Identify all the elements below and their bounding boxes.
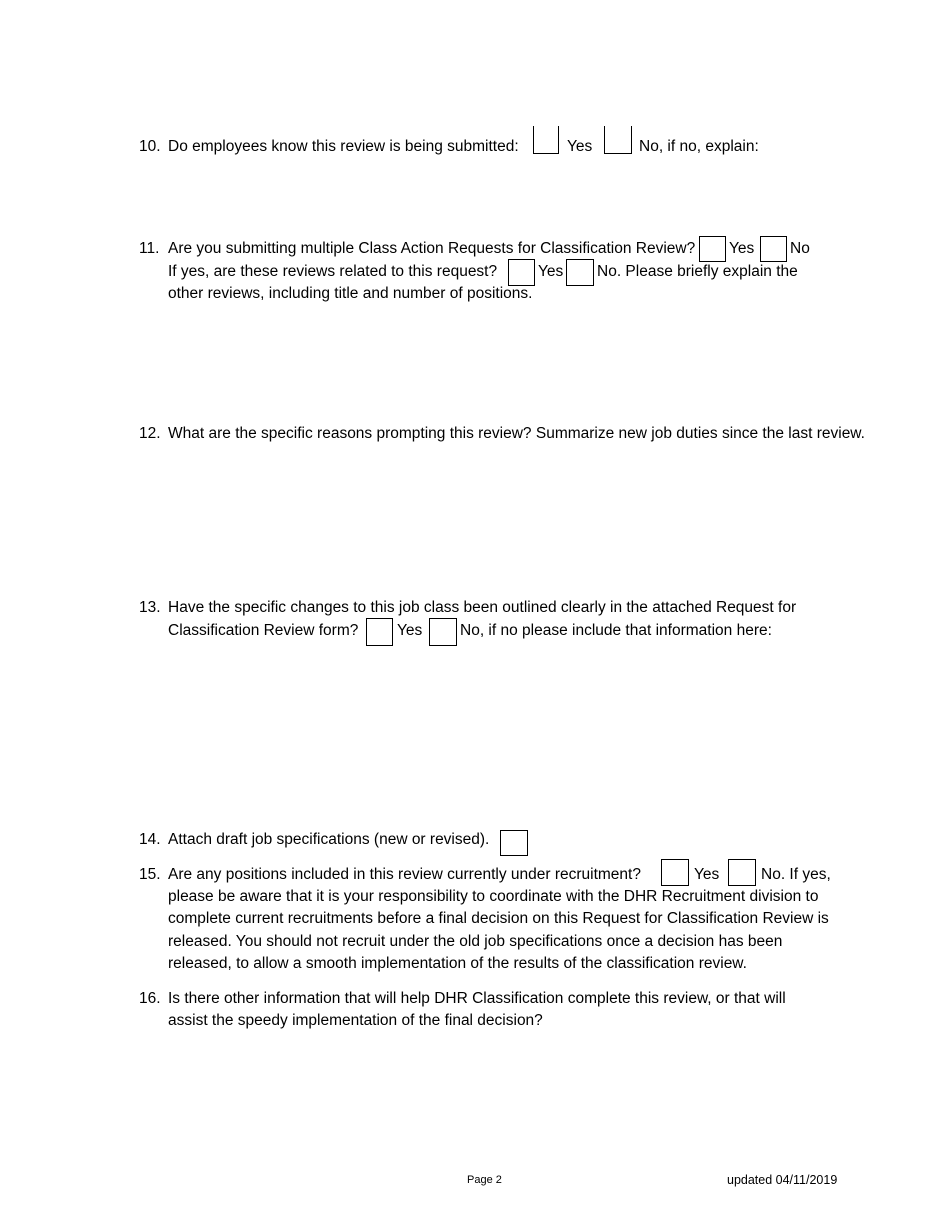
q13-line1: Have the specific changes to this job class been outlined clearly in the attached Request for <box>168 599 797 616</box>
q11-multiple-yes-label: Yes <box>729 240 755 257</box>
q13-yes-label: Yes <box>397 622 423 639</box>
q10-yes-checkbox[interactable] <box>533 126 559 154</box>
q15-line2: please be aware that it is your responsibility to coordinate with the DHR Recruitment division to <box>168 888 819 905</box>
q15-line5: released, to allow a smooth implementation of the results of the classification review. <box>168 955 747 972</box>
q11-line3: other reviews, including title and number of positions. <box>168 285 533 302</box>
q13-line2: Classification Review form? <box>168 622 359 639</box>
q16-line1: Is there other information that will help DHR Classification complete this review, or that will <box>168 990 786 1007</box>
q16-line2: assist the speedy implementation of the final decision? <box>168 1012 543 1029</box>
q11-line2: If yes, are these reviews related to this request? <box>168 263 498 280</box>
q10-yes-label: Yes <box>567 138 593 155</box>
q12-text: What are the specific reasons prompting this review? Summarize new job duties since the last review. <box>168 425 865 442</box>
q14-text: Attach draft job specifications (new or revised). <box>168 831 490 848</box>
q14-number: 14. <box>139 831 161 848</box>
q13-number: 13. <box>139 599 161 616</box>
q16-number: 16. <box>139 990 161 1007</box>
q11-related-no-label: No. Please briefly explain the <box>597 263 798 280</box>
q15-line1: Are any positions included in this review currently under recruitment? <box>168 866 641 883</box>
q11-related-yes-label: Yes <box>538 263 564 280</box>
q11-multiple-yes-checkbox[interactable] <box>699 236 726 262</box>
q13-no-checkbox[interactable] <box>429 618 457 646</box>
q11-multiple-no-label: No <box>790 240 810 257</box>
q11-number: 11. <box>139 240 160 257</box>
q11-line1: Are you submitting multiple Class Action Requests for Classification Review? <box>168 240 696 257</box>
q15-no-label: No. If yes, <box>761 866 831 883</box>
updated-date: updated 04/11/2019 <box>727 1173 838 1187</box>
q10-no-label: No, if no, explain: <box>639 138 759 155</box>
q10-number: 10. <box>139 138 161 155</box>
q14-attach-checkbox[interactable] <box>500 830 528 856</box>
q15-no-checkbox[interactable] <box>728 859 756 886</box>
q13-yes-checkbox[interactable] <box>366 618 393 646</box>
q10-text: Do employees know this review is being submitted: <box>168 138 519 155</box>
q15-yes-label: Yes <box>694 866 720 883</box>
q15-line3: complete current recruitments before a final decision on this Request for Classification Review is <box>168 910 829 927</box>
q15-number: 15. <box>139 866 161 883</box>
q11-multiple-no-checkbox[interactable] <box>760 236 787 262</box>
page-number: Page 2 <box>467 1174 502 1186</box>
q11-related-yes-checkbox[interactable] <box>508 259 535 286</box>
q15-yes-checkbox[interactable] <box>661 859 689 886</box>
q13-no-label: No, if no please include that information here: <box>460 622 772 639</box>
q12-number: 12. <box>139 425 161 442</box>
q11-related-no-checkbox[interactable] <box>566 259 594 286</box>
q15-line4: released. You should not recruit under the old job specifications once a decision has been <box>168 933 783 950</box>
q10-no-checkbox[interactable] <box>604 126 632 154</box>
